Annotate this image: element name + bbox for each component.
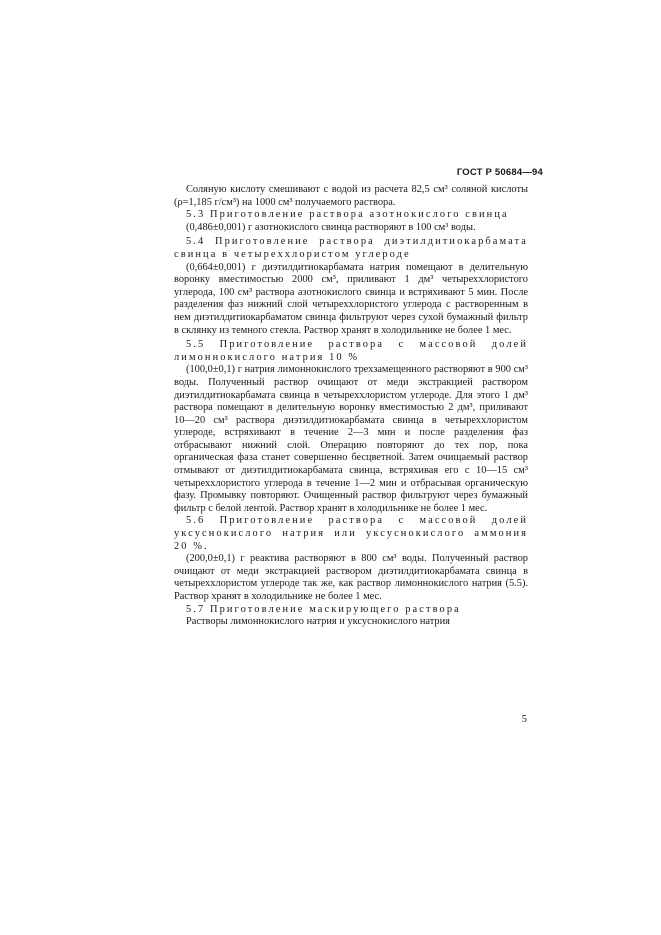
section-heading-5-3: 5.3 Приготовление раствора азотнокислого свинца [186, 209, 509, 221]
page-number: 5 [521, 714, 527, 725]
paragraph: (100,0±0,1) г натрия лимоннокислого трехзамещенного растворяют в 900 см³ воды. Полученный раствор очищают от меди экстракцией раствором диэтилдитиокарбамата свинца в четыреххлористом углероде. Для этого 1 дм³ раствора помещают в делительную воронку вместимостью 2 дм³, приливают 10—20 см³ раствора диэтилдитиокарбамата свинца в четыреххлористом углероде, встряхивают в течение 2—3 мин и после разделения фаз отбрасывают нижний слой. Операцию повторяют до тех пор, пока органическая фаза станет совершенно бесцветной. Затем очищаемый раствор отмывают от диэтилдитиокарбамата свинца, встряхивая его с 10—15 см³ четыреххлористого углерода в течение 1—2 мин и отбрасывая органическую фазу. Промывку повторяют. Очищенный раствор фильтруют через бумажный фильтр с белой лентой. Раствор хранят в холодильнике не более 1 мес. [174, 364, 528, 514]
section-heading-5-6: 5.6 Приготовление раствора с массовой долей уксуснокислого натрия или уксуснокислого аммония 20 %. [174, 515, 528, 552]
section-heading-5-7: 5.7 Приготовление маскирующего раствора [186, 603, 461, 615]
paragraph: Соляную кислоту смешивают с водой из расчета 82,5 см³ соляной кислоты (ρ=1,185 г/см³) на 1000 см³ получаемого раствора. [174, 184, 528, 208]
paragraph: (0,486±0,001) г азотнокислого свинца растворяют в 100 см³ воды. [186, 221, 476, 233]
paragraph: (0,664±0,001) г диэтилдитиокарбамата натрия помещают в делительную воронку вместимостью 2000 см³, приливают 1 дм³ четыреххлористого углерода, 100 см³ раствора азотнокислого свинца и встряхивают 5 мин. После разделения фаз нижний слой четыреххлористого углерода с растворенным в нем диэтилдитиокарбаматом свинца фильтруют через сухой бумажный фильтр в склянку из темного стекла. Раствор хранят в холодильнике не более 1 мес. [174, 261, 528, 336]
document-body [174, 184, 528, 629]
section-heading-5-5: 5.5 Приготовление раствора с массовой долей лимоннокислого натрия 10 % [174, 339, 528, 363]
document-header: ГОСТ Р 50684—94 [456, 167, 543, 178]
paragraph: (200,0±0,1) г реактива растворяют в 800 см³ воды. Полученный раствор очищают от меди экстракцией раствором диэтилдитиокарбамата свинца в четыреххлористом углероде так же, как раствор лимоннокислого натрия (5.5). Раствор хранят в холодильнике не более 1 мес. [174, 553, 528, 602]
section-heading-5-4: 5.4 Приготовление раствора диэтилдитиокарбамата свинца в четыреххлористом углероде [174, 236, 528, 260]
paragraph: Растворы лимоннокислого натрия и уксуснокислого натрия [186, 616, 450, 628]
